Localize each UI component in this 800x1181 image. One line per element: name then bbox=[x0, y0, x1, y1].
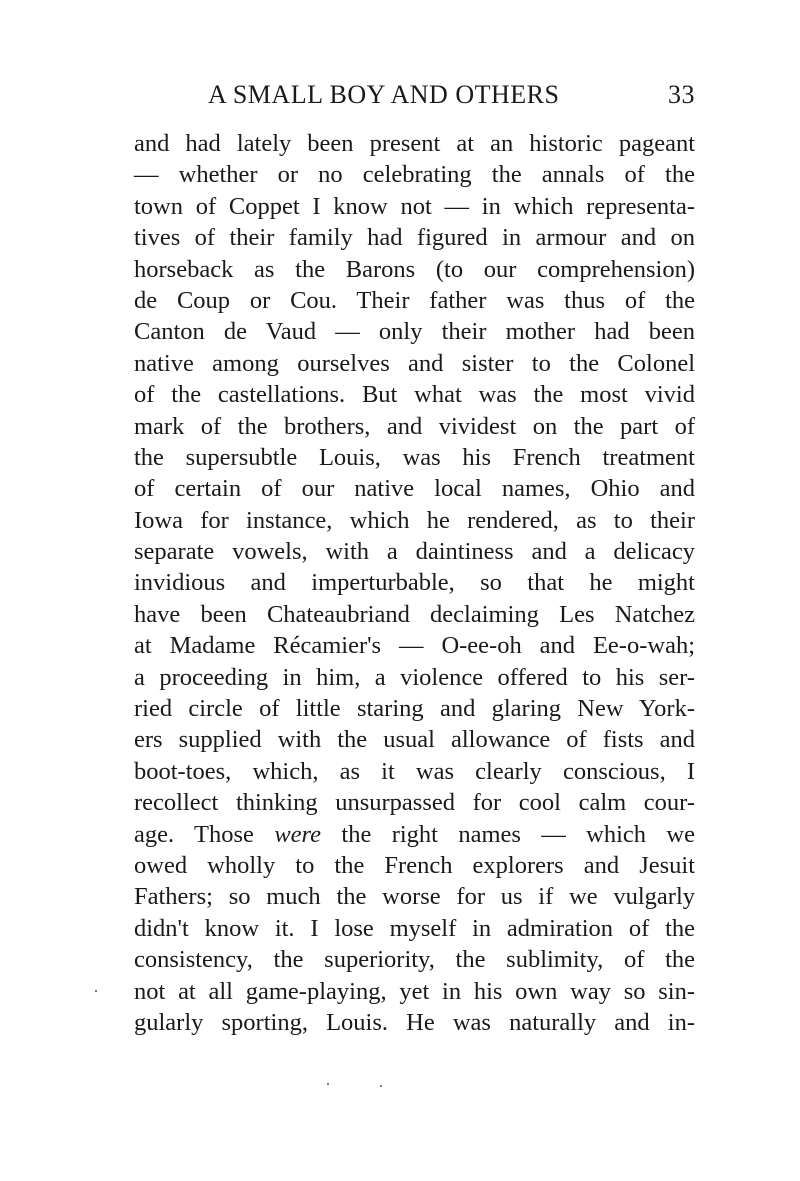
text-line: de Coup or Cou. Their father was thus of the bbox=[134, 286, 695, 314]
scan-speck bbox=[327, 1083, 329, 1085]
text-line: owed wholly to the French explorers and Jesuit bbox=[134, 851, 695, 879]
text-line: a proceeding in him, a violence offered to his ser- bbox=[134, 663, 695, 691]
text-line: of certain of our native local names, Ohio and bbox=[134, 475, 695, 503]
text-line: boot-toes, which, as it was clearly conscious, I bbox=[134, 757, 695, 785]
text-line: mark of the brothers, and vividest on the part of bbox=[134, 412, 695, 440]
text-line: horseback as the Barons (to our comprehension) bbox=[134, 255, 695, 283]
text-line: native among ourselves and sister to the Colonel bbox=[134, 349, 695, 377]
text-line: of the castellations. But what was the most vivid bbox=[134, 381, 695, 409]
text-line: not at all game-playing, yet in his own way so sin- bbox=[134, 977, 695, 1005]
page-header bbox=[134, 80, 695, 116]
text-line: have been Chateaubriand declaiming Les Natchez bbox=[134, 600, 695, 628]
text-fragment: the right names — which we bbox=[321, 820, 695, 848]
text-line: recollect thinking unsurpassed for cool calm cour- bbox=[134, 789, 695, 817]
scan-speck bbox=[380, 1085, 382, 1087]
text-line: Fathers; so much the worse for us if we vulgarly bbox=[134, 883, 695, 911]
text-line: ers supplied with the usual allowance of fists and bbox=[134, 726, 695, 754]
text-line: consistency, the superiority, the sublimity, of the bbox=[134, 946, 695, 974]
text-line-with-emphasis bbox=[134, 819, 695, 850]
text-line: town of Coppet I know not — in which representa- bbox=[134, 192, 695, 220]
scan-speck bbox=[95, 990, 97, 992]
page-number: 33 bbox=[668, 80, 695, 109]
text-line: invidious and imperturbable, so that he might bbox=[134, 569, 695, 597]
text-line: and had lately been present at an historic pageant bbox=[134, 130, 695, 157]
text-line: ried circle of little staring and glaring New York- bbox=[134, 695, 695, 723]
text-fragment: age. Those bbox=[134, 820, 275, 848]
text-line: Canton de Vaud — only their mother had been bbox=[134, 318, 695, 346]
text-line: the supersubtle Louis, was his French treatment bbox=[134, 443, 695, 471]
text-line: Iowa for instance, which he rendered, as to their bbox=[134, 506, 695, 534]
body-text bbox=[134, 128, 695, 1038]
text-line: didn't know it. I lose myself in admiration of the bbox=[134, 914, 695, 942]
emphasized-word: were bbox=[274, 820, 322, 848]
text-line: gularly sporting, Louis. He was naturally and in- bbox=[134, 1008, 695, 1036]
text-line: separate vowels, with a daintiness and a delicacy bbox=[134, 538, 695, 566]
text-line: — whether or no celebrating the annals of the bbox=[134, 161, 695, 189]
running-title: A SMALL BOY AND OTHERS bbox=[208, 80, 560, 109]
text-line: tives of their family had figured in armour and on bbox=[134, 224, 695, 252]
text-line: at Madame Récamier's — O-ee-oh and Ee-o-wah; bbox=[134, 632, 695, 660]
